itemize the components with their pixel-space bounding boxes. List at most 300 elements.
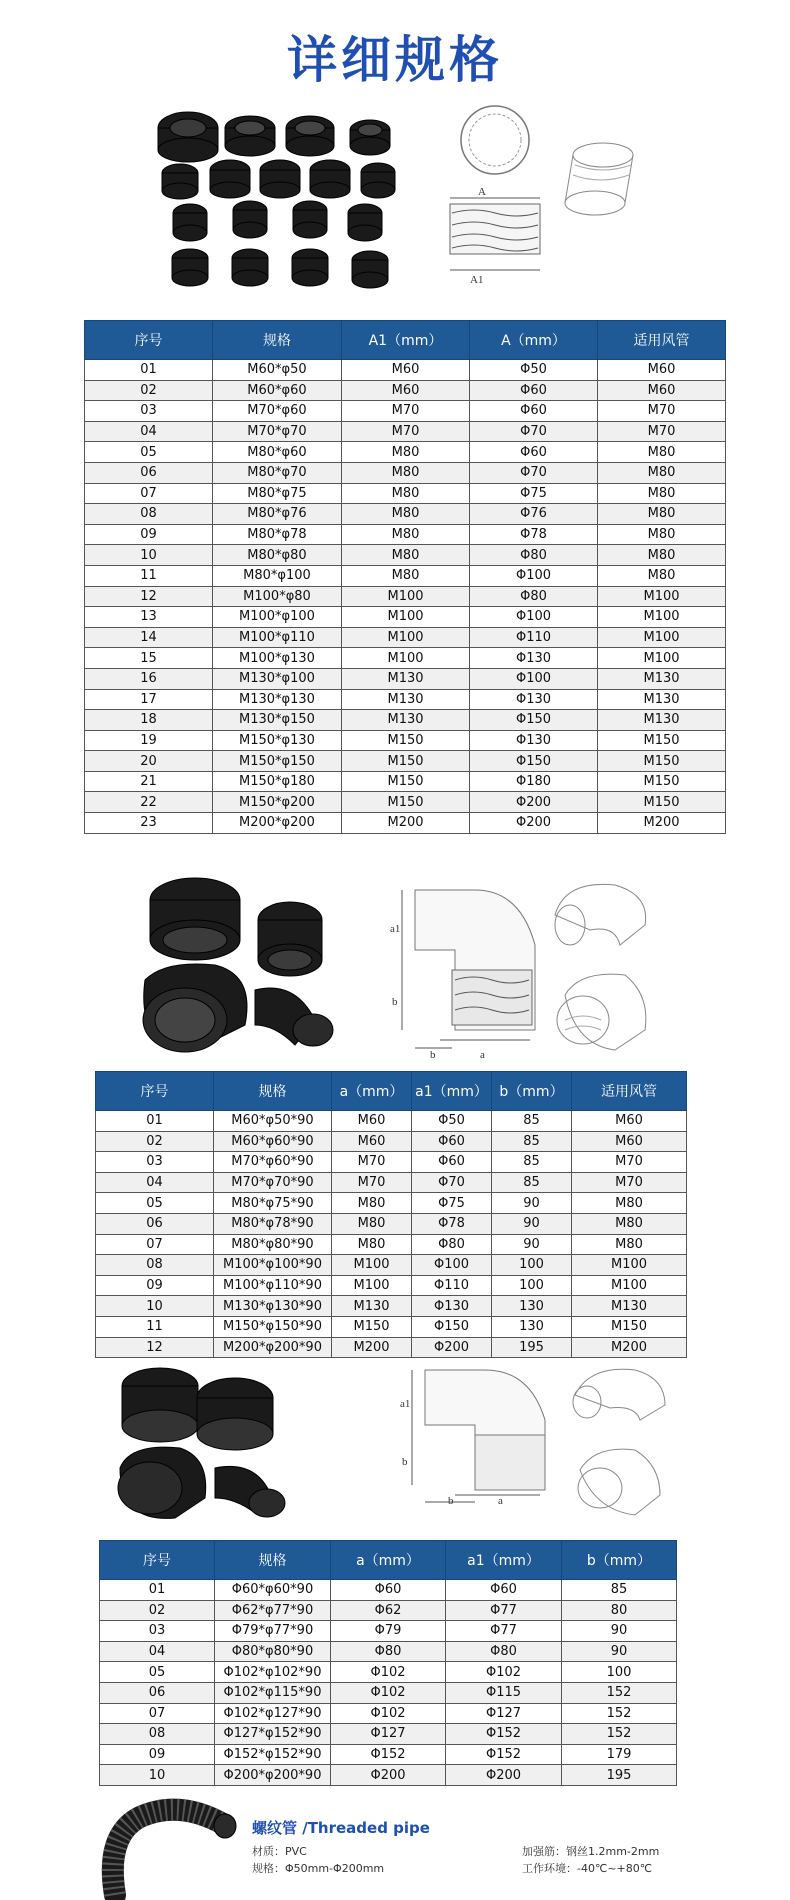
pipe-environment: 工作环境：-40℃~+80℃ xyxy=(522,1862,653,1875)
table-cell: Φ130 xyxy=(470,648,598,669)
table-cell: 85 xyxy=(492,1131,572,1152)
table-cell: M70*φ70 xyxy=(213,421,342,442)
table-cell: M150 xyxy=(598,751,726,772)
table-cell: M80 xyxy=(342,483,470,504)
table-row xyxy=(85,401,726,422)
table-cell: M150 xyxy=(342,771,470,792)
table-cell: 16 xyxy=(85,668,213,689)
table-cell: M80 xyxy=(598,442,726,463)
table-cell: M100*φ100 xyxy=(213,607,342,628)
table-cell: 05 xyxy=(96,1193,214,1214)
table-cell: 05 xyxy=(85,442,213,463)
table-cell: Φ80 xyxy=(331,1641,446,1662)
table-cell: M80 xyxy=(332,1234,412,1255)
table-cell: 02 xyxy=(100,1600,215,1621)
table-cell: Φ200 xyxy=(470,813,598,834)
table-row xyxy=(85,360,726,381)
table-cell: 100 xyxy=(492,1255,572,1276)
table-cell: 130 xyxy=(492,1296,572,1317)
table-cell: M150*φ150 xyxy=(213,751,342,772)
table-cell: 90 xyxy=(492,1213,572,1234)
table-cell: Φ200 xyxy=(412,1337,492,1358)
table-row xyxy=(100,1682,677,1703)
table-cell: M130*φ100 xyxy=(213,668,342,689)
table-cell: M80*φ76 xyxy=(213,504,342,525)
table-cell: M70 xyxy=(598,401,726,422)
table-cell: 11 xyxy=(85,565,213,586)
table-cell: M80 xyxy=(598,545,726,566)
table-cell: Φ60 xyxy=(470,380,598,401)
table-cell: 12 xyxy=(85,586,213,607)
table-cell: 130 xyxy=(492,1316,572,1337)
table-cell: 19 xyxy=(85,730,213,751)
table-cell: 85 xyxy=(562,1580,677,1601)
table-cell: M150 xyxy=(342,730,470,751)
table-cell: 85 xyxy=(492,1111,572,1132)
table-cell: Φ127*φ152*90 xyxy=(215,1724,331,1745)
table-row xyxy=(96,1234,687,1255)
drawing-label-b: b xyxy=(448,1495,454,1507)
table-cell: M80 xyxy=(342,504,470,525)
table-cell: 04 xyxy=(85,421,213,442)
table-cell: Φ100 xyxy=(470,668,598,689)
table-cell: 09 xyxy=(85,524,213,545)
column-header: 规格 xyxy=(215,1541,331,1580)
table-row xyxy=(96,1131,687,1152)
table-cell: 01 xyxy=(96,1111,214,1132)
table-cell: M60 xyxy=(332,1111,412,1132)
table-cell: 152 xyxy=(562,1703,677,1724)
table-row xyxy=(85,483,726,504)
table-row xyxy=(85,462,726,483)
table-cell: 100 xyxy=(492,1275,572,1296)
table-cell: Φ152*φ152*90 xyxy=(215,1744,331,1765)
table-row xyxy=(85,710,726,731)
table-cell: Φ102*φ115*90 xyxy=(215,1682,331,1703)
table-cell: Φ80 xyxy=(470,586,598,607)
table-cell: Φ60 xyxy=(412,1131,492,1152)
table-cell: 01 xyxy=(100,1580,215,1601)
table-cell: 195 xyxy=(492,1337,572,1358)
table-cell: Φ152 xyxy=(446,1724,562,1745)
table-row xyxy=(85,792,726,813)
table-cell: Φ130 xyxy=(470,689,598,710)
table-cell: Φ60 xyxy=(470,442,598,463)
table-cell: Φ75 xyxy=(470,483,598,504)
drawing-label-b: b xyxy=(430,1049,436,1061)
table-cell: M100 xyxy=(598,586,726,607)
table-cell: Φ78 xyxy=(412,1213,492,1234)
table-cell: M70 xyxy=(342,421,470,442)
table-row xyxy=(96,1275,687,1296)
table-cell: 18 xyxy=(85,710,213,731)
table-cell: M100*φ80 xyxy=(213,586,342,607)
table-cell: Φ150 xyxy=(412,1316,492,1337)
table-cell: M80 xyxy=(598,504,726,525)
table-row xyxy=(100,1765,677,1786)
threaded-pipe-photo xyxy=(100,1790,240,1900)
elbow-plain-spec-table xyxy=(99,1540,677,1786)
coupling-spec-table xyxy=(84,320,726,834)
table-cell: M70 xyxy=(332,1172,412,1193)
drawing-label-a1: A1 xyxy=(470,274,484,286)
table-cell: Φ80*φ80*90 xyxy=(215,1641,331,1662)
table-cell: Φ78 xyxy=(470,524,598,545)
drawing-label-a: A xyxy=(478,186,486,198)
table-row xyxy=(100,1662,677,1683)
table-cell: M80 xyxy=(598,462,726,483)
table-row xyxy=(85,442,726,463)
elbow-threaded-technical-drawing xyxy=(390,880,540,1060)
table-row xyxy=(85,730,726,751)
table-cell: Φ70 xyxy=(412,1172,492,1193)
table-row xyxy=(85,689,726,710)
column-header: a1（mm） xyxy=(446,1541,562,1580)
table-cell: M100 xyxy=(598,607,726,628)
table-cell: 90 xyxy=(492,1234,572,1255)
table-cell: 08 xyxy=(96,1255,214,1276)
table-cell: M130 xyxy=(332,1296,412,1317)
table-cell: M130 xyxy=(598,668,726,689)
table-cell: Φ130 xyxy=(412,1296,492,1317)
table-cell: M130*φ130 xyxy=(213,689,342,710)
table-cell: 152 xyxy=(562,1682,677,1703)
coupling-technical-drawing xyxy=(440,98,550,288)
table-cell: Φ130 xyxy=(470,730,598,751)
table-cell: 80 xyxy=(562,1600,677,1621)
table-cell: 100 xyxy=(562,1662,677,1683)
table-cell: M60 xyxy=(572,1111,687,1132)
column-header: 适用风管 xyxy=(572,1072,687,1111)
threaded-pipe-title: 螺纹管 /Threaded pipe xyxy=(252,1819,430,1837)
table-cell: 12 xyxy=(96,1337,214,1358)
table-cell: M130*φ150 xyxy=(213,710,342,731)
table-cell: Φ150 xyxy=(470,751,598,772)
table-cell: 10 xyxy=(100,1765,215,1786)
table-row xyxy=(100,1621,677,1642)
table-cell: Φ200*φ200*90 xyxy=(215,1765,331,1786)
table-cell: 02 xyxy=(96,1131,214,1152)
table-cell: Φ50 xyxy=(470,360,598,381)
table-cell: M200 xyxy=(332,1337,412,1358)
table-cell: 22 xyxy=(85,792,213,813)
table-cell: 152 xyxy=(562,1724,677,1745)
table-cell: M80 xyxy=(572,1234,687,1255)
table-row xyxy=(100,1600,677,1621)
column-header: 适用风管 xyxy=(598,321,726,360)
table-row xyxy=(96,1172,687,1193)
table-cell: 07 xyxy=(100,1703,215,1724)
table-row xyxy=(85,524,726,545)
table-cell: M150 xyxy=(598,771,726,792)
table-cell: M130 xyxy=(598,710,726,731)
table-cell: 01 xyxy=(85,360,213,381)
table-cell: M80 xyxy=(572,1213,687,1234)
table-cell: M70 xyxy=(342,401,470,422)
table-cell: M60 xyxy=(332,1131,412,1152)
table-cell: Φ79 xyxy=(331,1621,446,1642)
table-cell: M60 xyxy=(342,380,470,401)
table-cell: Φ200 xyxy=(446,1765,562,1786)
table-row xyxy=(85,627,726,648)
elbow-plain-technical-drawing xyxy=(400,1365,550,1505)
table-cell: M70 xyxy=(598,421,726,442)
pipe-reinforcement: 加强筋：钢丝1.2mm-2mm xyxy=(522,1845,660,1858)
table-row xyxy=(100,1744,677,1765)
table-cell: 03 xyxy=(100,1621,215,1642)
table-cell: Φ60 xyxy=(470,401,598,422)
table-cell: 10 xyxy=(85,545,213,566)
table-cell: Φ115 xyxy=(446,1682,562,1703)
table-cell: Φ62*φ77*90 xyxy=(215,1600,331,1621)
drawing-label-a1: a1 xyxy=(400,1398,411,1410)
table-row xyxy=(100,1703,677,1724)
table-cell: Φ60 xyxy=(446,1580,562,1601)
table-cell: Φ110 xyxy=(470,627,598,648)
table-cell: 08 xyxy=(100,1724,215,1745)
column-header: a（mm） xyxy=(332,1072,412,1111)
table-cell: Φ102 xyxy=(331,1662,446,1683)
table-cell: 08 xyxy=(85,504,213,525)
table-cell: M80*φ60 xyxy=(213,442,342,463)
table-cell: M80*φ80*90 xyxy=(214,1234,332,1255)
column-header: 序号 xyxy=(100,1541,215,1580)
table-cell: M80 xyxy=(342,545,470,566)
table-cell: M80 xyxy=(342,565,470,586)
table-cell: M130 xyxy=(342,668,470,689)
table-cell: Φ60 xyxy=(331,1580,446,1601)
table-cell: 09 xyxy=(96,1275,214,1296)
table-cell: M150 xyxy=(598,730,726,751)
table-row xyxy=(96,1316,687,1337)
table-cell: M100 xyxy=(342,627,470,648)
table-cell: M80 xyxy=(332,1193,412,1214)
table-row xyxy=(85,648,726,669)
table-cell: Φ102 xyxy=(446,1662,562,1683)
table-cell: Φ79*φ77*90 xyxy=(215,1621,331,1642)
table-cell: Φ76 xyxy=(470,504,598,525)
table-cell: M100*φ130 xyxy=(213,648,342,669)
table-cell: M200 xyxy=(342,813,470,834)
column-header: b（mm） xyxy=(562,1541,677,1580)
table-cell: M200*φ200 xyxy=(213,813,342,834)
table-row xyxy=(85,504,726,525)
column-header: 序号 xyxy=(96,1072,214,1111)
table-cell: Φ110 xyxy=(412,1275,492,1296)
table-cell: M80 xyxy=(598,565,726,586)
table-cell: 07 xyxy=(85,483,213,504)
table-cell: Φ200 xyxy=(470,792,598,813)
column-header: A1（mm） xyxy=(342,321,470,360)
column-header: A（mm） xyxy=(470,321,598,360)
table-row xyxy=(96,1337,687,1358)
table-cell: 06 xyxy=(96,1213,214,1234)
table-cell: Φ152 xyxy=(331,1744,446,1765)
table-cell: M80*φ100 xyxy=(213,565,342,586)
page-title: 详细规格 xyxy=(287,31,503,89)
table-cell: M130 xyxy=(572,1296,687,1317)
table-cell: 06 xyxy=(85,462,213,483)
table-cell: M150*φ180 xyxy=(213,771,342,792)
table-row xyxy=(85,771,726,792)
elbow-threaded-3d-sketch xyxy=(545,870,655,1060)
table-cell: Φ200 xyxy=(331,1765,446,1786)
coupling-3d-sketch xyxy=(555,135,645,225)
table-row xyxy=(100,1641,677,1662)
table-cell: M80*φ80 xyxy=(213,545,342,566)
table-row xyxy=(96,1152,687,1173)
table-cell: Φ127 xyxy=(446,1703,562,1724)
column-header: 规格 xyxy=(214,1072,332,1111)
coupling-product-photo xyxy=(150,98,412,298)
table-cell: 11 xyxy=(96,1316,214,1337)
table-cell: M130 xyxy=(598,689,726,710)
table-cell: M70*φ60*90 xyxy=(214,1152,332,1173)
table-cell: Φ77 xyxy=(446,1621,562,1642)
table-cell: M80*φ78*90 xyxy=(214,1213,332,1234)
table-cell: M100 xyxy=(342,648,470,669)
table-cell: M150*φ130 xyxy=(213,730,342,751)
table-row xyxy=(96,1255,687,1276)
table-cell: Φ100 xyxy=(412,1255,492,1276)
table-cell: 04 xyxy=(96,1172,214,1193)
table-cell: 85 xyxy=(492,1152,572,1173)
table-cell: 10 xyxy=(96,1296,214,1317)
table-cell: Φ60 xyxy=(412,1152,492,1173)
table-cell: M100*φ110 xyxy=(213,627,342,648)
drawing-label-b: b xyxy=(402,1456,408,1468)
table-cell: M200 xyxy=(572,1337,687,1358)
table-cell: 03 xyxy=(85,401,213,422)
table-cell: M130*φ130*90 xyxy=(214,1296,332,1317)
table-cell: 03 xyxy=(96,1152,214,1173)
table-cell: M60 xyxy=(342,360,470,381)
table-cell: M60*φ60 xyxy=(213,380,342,401)
table-cell: 23 xyxy=(85,813,213,834)
table-cell: M150*φ200 xyxy=(213,792,342,813)
table-cell: M60*φ50 xyxy=(213,360,342,381)
drawing-label-a: a xyxy=(498,1495,503,1507)
table-cell: Φ80 xyxy=(412,1234,492,1255)
table-cell: 09 xyxy=(100,1744,215,1765)
table-cell: M60*φ50*90 xyxy=(214,1111,332,1132)
table-cell: M80*φ75*90 xyxy=(214,1193,332,1214)
elbow-plain-product-photo xyxy=(105,1358,305,1520)
table-cell: Φ75 xyxy=(412,1193,492,1214)
table-cell: 15 xyxy=(85,648,213,669)
elbow-threaded-product-photo xyxy=(125,860,355,1065)
table-cell: M80*φ70 xyxy=(213,462,342,483)
table-cell: M150*φ150*90 xyxy=(214,1316,332,1337)
table-cell: M80 xyxy=(332,1213,412,1234)
table-cell: Φ180 xyxy=(470,771,598,792)
table-cell: 90 xyxy=(562,1641,677,1662)
table-cell: Φ77 xyxy=(446,1600,562,1621)
table-cell: M80 xyxy=(598,524,726,545)
table-row xyxy=(85,421,726,442)
table-cell: M100 xyxy=(572,1275,687,1296)
table-cell: M100*φ100*90 xyxy=(214,1255,332,1276)
table-cell: Φ127 xyxy=(331,1724,446,1745)
table-cell: M60 xyxy=(572,1131,687,1152)
column-header: 序号 xyxy=(85,321,213,360)
table-cell: M60 xyxy=(598,360,726,381)
table-cell: M100 xyxy=(598,627,726,648)
table-cell: 06 xyxy=(100,1682,215,1703)
table-cell: M200*φ200*90 xyxy=(214,1337,332,1358)
elbow-plain-3d-sketch xyxy=(565,1360,675,1520)
column-header: 规格 xyxy=(213,321,342,360)
table-cell: M80 xyxy=(598,483,726,504)
table-cell: Φ70 xyxy=(470,421,598,442)
table-row xyxy=(96,1213,687,1234)
table-cell: 179 xyxy=(562,1744,677,1765)
table-cell: M150 xyxy=(572,1316,687,1337)
column-header: a（mm） xyxy=(331,1541,446,1580)
table-row xyxy=(85,380,726,401)
table-cell: M70 xyxy=(332,1152,412,1173)
table-cell: 14 xyxy=(85,627,213,648)
table-cell: M70 xyxy=(572,1172,687,1193)
table-cell: 21 xyxy=(85,771,213,792)
table-cell: M80 xyxy=(342,442,470,463)
table-cell: 20 xyxy=(85,751,213,772)
table-cell: 90 xyxy=(492,1193,572,1214)
table-cell: M100 xyxy=(342,607,470,628)
table-cell: 07 xyxy=(96,1234,214,1255)
table-cell: M150 xyxy=(598,792,726,813)
table-row xyxy=(96,1193,687,1214)
table-cell: M100 xyxy=(342,586,470,607)
table-cell: 13 xyxy=(85,607,213,628)
table-cell: 02 xyxy=(85,380,213,401)
table-cell: M60*φ60*90 xyxy=(214,1131,332,1152)
table-cell: M100 xyxy=(332,1275,412,1296)
drawing-label-a: a xyxy=(480,1049,485,1061)
drawing-label-a1: a1 xyxy=(390,923,401,935)
table-cell: M80*φ78 xyxy=(213,524,342,545)
table-cell: 85 xyxy=(492,1172,572,1193)
table-cell: M70*φ70*90 xyxy=(214,1172,332,1193)
table-row xyxy=(85,545,726,566)
table-cell: M80 xyxy=(572,1193,687,1214)
table-cell: M100*φ110*90 xyxy=(214,1275,332,1296)
table-row xyxy=(85,607,726,628)
table-cell: Φ102 xyxy=(331,1703,446,1724)
column-header: a1（mm） xyxy=(412,1072,492,1111)
table-row xyxy=(100,1580,677,1601)
table-row xyxy=(96,1111,687,1132)
table-cell: Φ152 xyxy=(446,1744,562,1765)
table-cell: M80 xyxy=(342,524,470,545)
table-cell: Φ100 xyxy=(470,607,598,628)
table-cell: Φ100 xyxy=(470,565,598,586)
table-cell: 17 xyxy=(85,689,213,710)
table-row xyxy=(85,586,726,607)
table-row xyxy=(85,751,726,772)
table-cell: 05 xyxy=(100,1662,215,1683)
pipe-spec: 规格：Φ50mm-Φ200mm xyxy=(252,1862,385,1875)
table-cell: M70 xyxy=(572,1152,687,1173)
table-row xyxy=(100,1724,677,1745)
table-cell: 90 xyxy=(562,1621,677,1642)
table-cell: M80 xyxy=(342,462,470,483)
table-cell: M70*φ60 xyxy=(213,401,342,422)
table-cell: Φ102 xyxy=(331,1682,446,1703)
table-cell: 195 xyxy=(562,1765,677,1786)
table-cell: M100 xyxy=(332,1255,412,1276)
elbow-threaded-spec-table xyxy=(95,1071,687,1358)
